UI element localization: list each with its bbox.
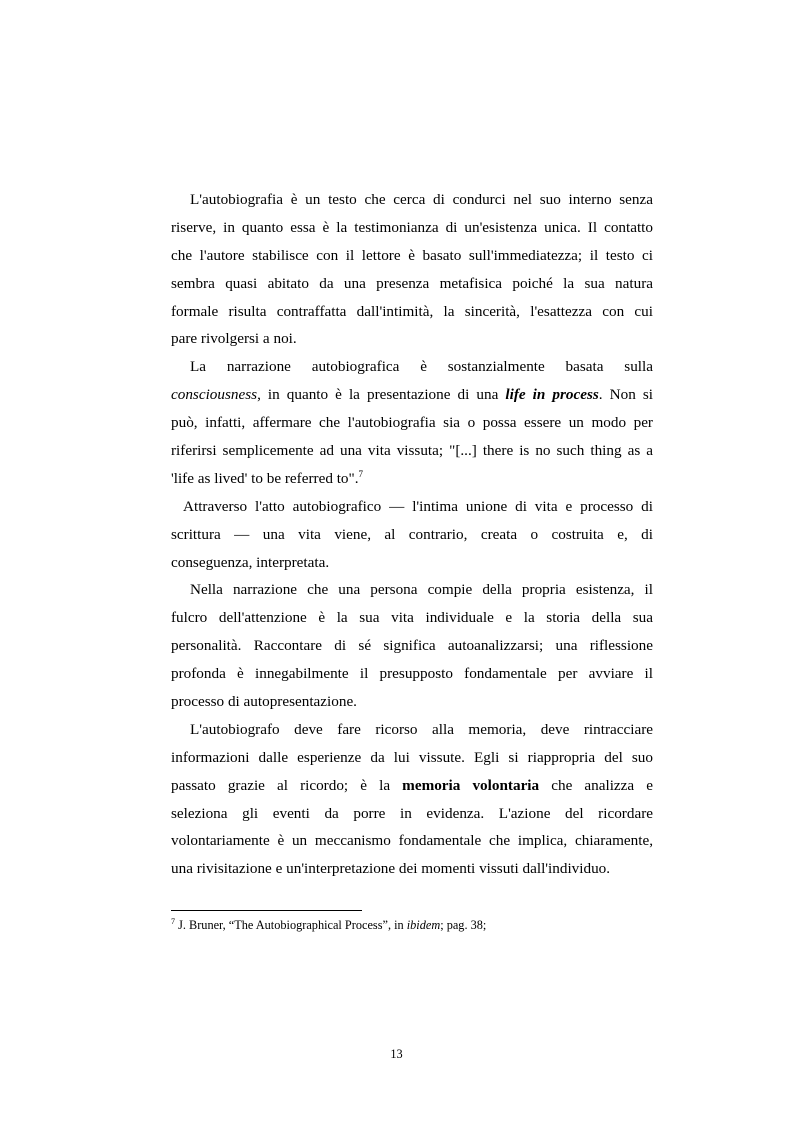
text-line: Nella narrazione che una persona compie della propria esistenza, il [190, 581, 653, 599]
footnote-text-end: ; pag. 38; [440, 918, 487, 932]
text-line: conseguenza, interpretata. [171, 553, 330, 571]
footnote-reference: 7 [358, 468, 364, 479]
text-fragment: che analizza e [539, 776, 653, 794]
text-line: può, infatti, affermare che l'autobiografia sia o possa essere un modo per [171, 414, 653, 432]
text-line: una rivisitazione e un'interpretazione dei momenti vissuti dall'individuo. [171, 860, 611, 878]
text-line: processo di autopresentazione. [171, 693, 357, 711]
paragraph-2 [171, 353, 653, 492]
paragraph-5 [171, 716, 653, 883]
paragraph-1 [171, 186, 653, 353]
term-consciousness: consciousness [171, 386, 258, 404]
footnote-ibidem: ibidem [406, 918, 441, 932]
footnote-text: J. Bruner, “The Autobiographical Process”, in [175, 918, 407, 932]
text-line: pare rivolgersi a noi. [171, 330, 297, 348]
text-line: scrittura — una vita viene, al contrario, creata o costruita e, di [171, 525, 653, 543]
text-line: formale risulta contraffatta dall'intimità, la sincerità, l'esattezza con cui [171, 302, 653, 320]
footnote-number: 7 [171, 917, 175, 926]
text-line: fulcro dell'attenzione è la sua vita individuale e la storia della sua [171, 609, 653, 627]
term-life-in-process: life in process [505, 386, 599, 404]
text-line: L'autobiografia è un testo che cerca di condurci nel suo interno senza [190, 191, 653, 208]
text-fragment: passato grazie al ricordo; è la [171, 776, 403, 794]
text-fragment: 'life as lived' to be referred to". [171, 469, 359, 487]
text-line: profonda è innegabilmente il presupposto fondamentale per avviare il [171, 665, 653, 683]
text-line: seleziona gli eventi da porre in evidenza. L'azione del ricordare [171, 804, 653, 822]
text-fragment: , in quanto è la presentazione di una [257, 386, 506, 404]
text-line [171, 772, 653, 800]
text-line: sembra quasi abitato da una presenza metafisica poiché la sua natura [171, 274, 653, 292]
text-line: Attraverso l'atto autobiografico — l'intima unione di vita e processo di [183, 497, 653, 515]
footnote-separator [171, 910, 362, 911]
text-line [171, 381, 653, 409]
paragraph-3 [171, 493, 653, 577]
page-number: 13 [390, 1047, 403, 1061]
text-line: La narrazione autobiografica è sostanzialmente basata sulla [190, 358, 653, 376]
text-line: L'autobiografo deve fare ricorso alla memoria, deve rintracciare [190, 720, 653, 738]
text-line: riserve, in quanto essa è la testimonianza di un'esistenza unica. Il contatto [171, 218, 653, 236]
text-line: che l'autore stabilisce con il lettore è basato sull'immediatezza; il testo ci [171, 246, 653, 264]
text-line [171, 465, 653, 493]
text-line: informazioni dalle esperienze da lui vissute. Egli si riappropria del suo [171, 748, 653, 766]
text-line: personalità. Raccontare di sé significa autoanalizzarsi; una riflessione [171, 637, 653, 655]
term-memoria-volontaria: memoria volontaria [402, 776, 540, 794]
body-text [171, 186, 653, 883]
text-fragment: . Non si [598, 386, 653, 404]
text-line: riferirsi semplicemente ad una vita vissuta; "[...] there is no such thing as a [171, 442, 653, 460]
text-line: volontariamente è un meccanismo fondamentale che implica, chiaramente, [171, 832, 653, 850]
footnote [171, 917, 486, 933]
paragraph-4 [171, 576, 653, 715]
